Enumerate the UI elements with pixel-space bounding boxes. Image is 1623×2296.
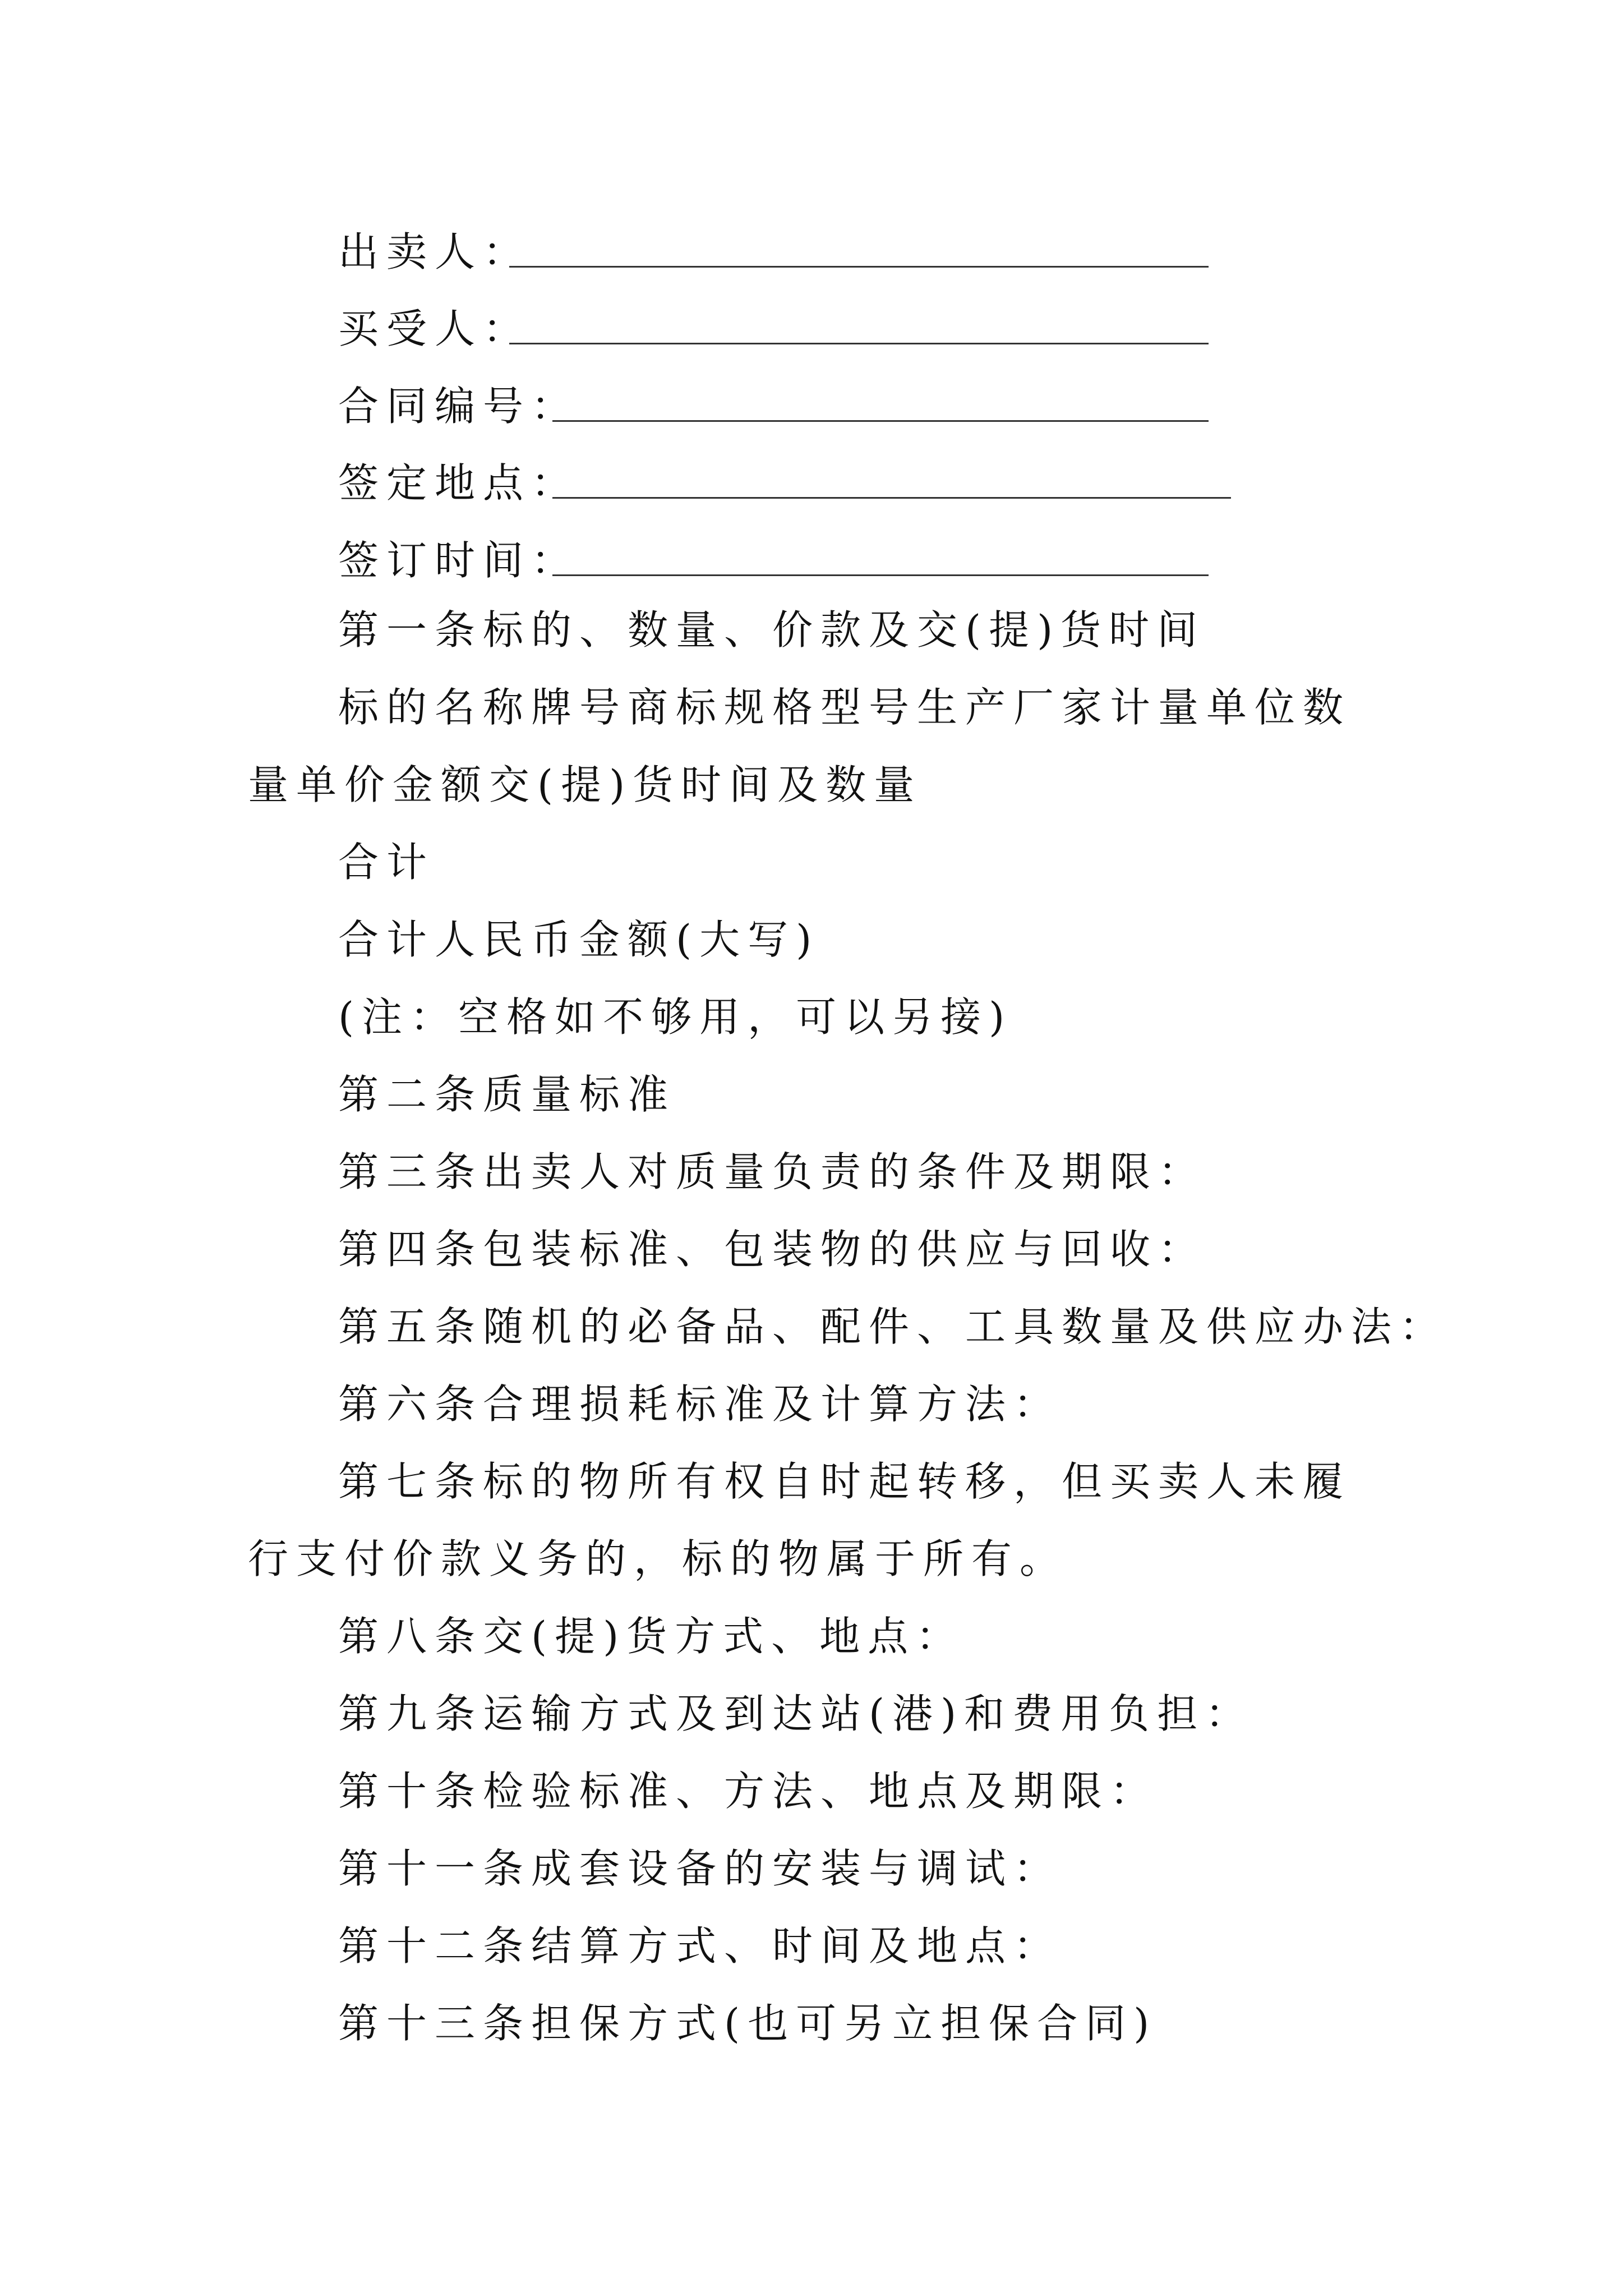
- seller-blank-line[interactable]: [509, 266, 1209, 268]
- seller-field: [338, 210, 532, 275]
- signing-place-label: 签定地点：: [338, 459, 580, 507]
- note-line: (注：空格如不够用，可以另接): [338, 993, 1013, 1041]
- article-6: 第六条合理损耗标准及计算方法：: [338, 1381, 1062, 1428]
- seller-label: 出卖人：: [338, 228, 532, 275]
- article-13: 第十三条担保方式(也可另立担保合同): [338, 2000, 1158, 2047]
- article-2: 第二条质量标准: [338, 1071, 676, 1118]
- article-4: 第四条包装标准、包装物的供应与回收：: [338, 1226, 1207, 1273]
- article-1-detail: 标的名称牌号商标规格型号生产厂家计量单位数量单价金额交(提)货时间及数量: [248, 684, 1352, 808]
- total-rmb-line: 合计人民币金额(大写): [338, 916, 820, 963]
- contract-number-label: 合同编号：: [338, 383, 580, 430]
- signing-time-field: [338, 519, 580, 584]
- article-12: 第十二条结算方式、时间及地点：: [338, 1922, 1062, 1970]
- buyer-label: 买受人：: [338, 305, 532, 352]
- article-9: 第九条运输方式及到达站(港)和费用负担：: [338, 1690, 1254, 1737]
- buyer-blank-line[interactable]: [509, 343, 1209, 344]
- article-7: 第七条标的物所有权自时起转移，但买卖人未履行支付价款义务的，标的物属于所有。: [248, 1458, 1352, 1582]
- signing-place-blank-line[interactable]: [552, 497, 1231, 499]
- buyer-field: [338, 287, 532, 352]
- article-1: 第一条标的、数量、价款及交(提)货时间: [338, 606, 1206, 654]
- article-5: 第五条随机的必备品、配件、工具数量及供应办法：: [338, 1303, 1448, 1350]
- article-3: 第三条出卖人对质量负责的条件及期限：: [338, 1148, 1207, 1195]
- contract-number-blank-line[interactable]: [552, 420, 1209, 422]
- signing-place-field: [338, 441, 580, 507]
- article-11: 第十一条成套设备的安装与调试：: [338, 1845, 1062, 1892]
- article-8: 第八条交(提)货方式、地点：: [338, 1613, 965, 1660]
- signing-time-blank-line[interactable]: [552, 574, 1209, 576]
- total-line: 合计: [338, 839, 435, 886]
- contract-number-field: [338, 365, 580, 430]
- signing-time-label: 签订时间：: [338, 537, 580, 584]
- article-10: 第十条检验标准、方法、地点及期限：: [338, 1768, 1159, 1815]
